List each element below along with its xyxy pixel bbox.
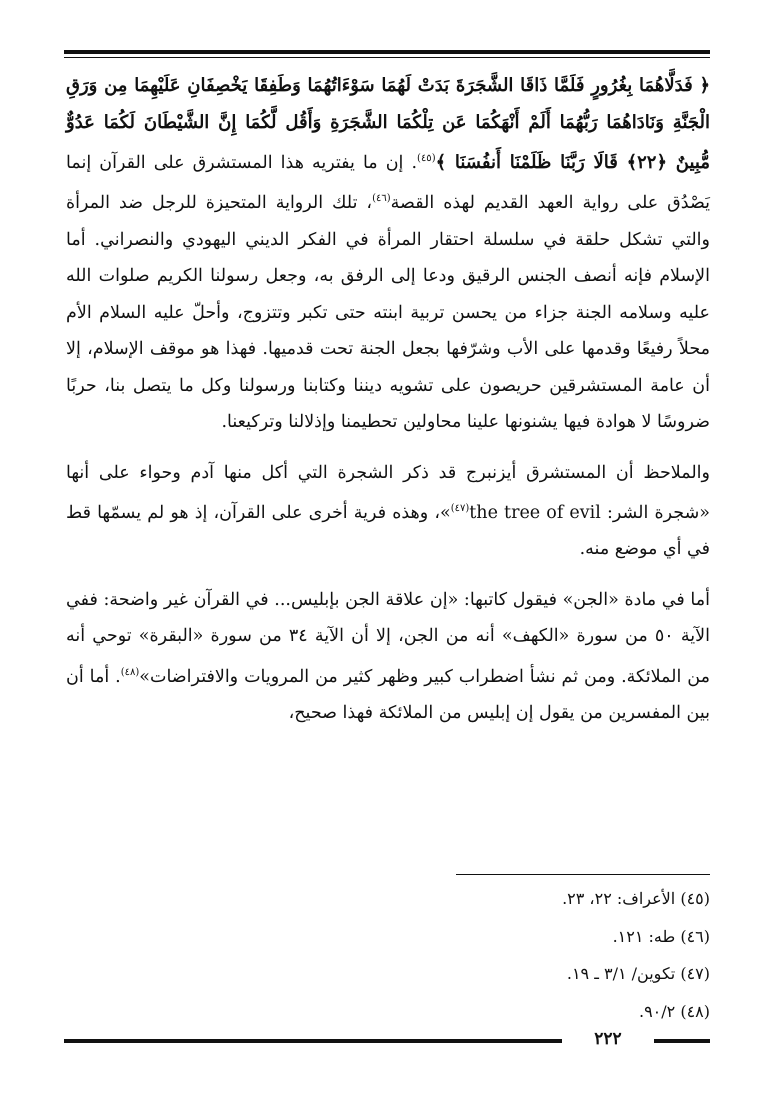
latin-phrase: the tree of evil: [469, 502, 601, 523]
paragraph-1: [66, 68, 710, 441]
paragraph-2-text-a: والملاحظ أن المستشرق أيزنبرج قد ذكر الشجرة التي أكل منها آدم وحواء على أنها «شجرة الشر:: [66, 462, 710, 523]
paragraph-2-text-b: »، وهذه فرية أخرى على القرآن، إذ هو لم يسمّها قط في أي موضع منه.: [66, 502, 710, 560]
footer-rule-left: [64, 1039, 562, 1043]
paragraph-1-text-b: ، تلك الرواية المتحيزة للرجل ضد المرأة والتي تشكل حلقة في سلسلة احتقار المرأة في الفكر الديني اليهودي والنصراني. أما الإسلام فإنه أنصف الجنس الرقيق ودعا إلى الرفق به، وجعل رسولنا الكريم صلوات الله عليه وسلامه الجنة جزاء من يحسن تربية ابنته حتى تكبر وتتزوج، وأحلّ عليه السلام الأم محلاً رفيعًا وقدمها على الأب وشرّفها بجعل الجنة تحت قدميها. فهذا هو موقف الإسلام، إلا أن عامة المستشرقين حريصون على تشويه ديننا وكتابنا ورسولنا وكل ما يتصل بنا، حربًا ضروسًا لا هوادة فيها يشنونها علينا محاولين تحطيمنا وإذلالنا وتركيعنا.: [66, 193, 710, 433]
top-rule-thin: [64, 57, 710, 58]
footnote-48: (٤٨) ٩٠/٢.: [638, 1001, 710, 1021]
footnote-47: (٤٧) تكوين/ ٣/١ ـ ١٩.: [566, 964, 710, 983]
footer-rule-right: [654, 1039, 710, 1043]
paragraph-2: [66, 455, 710, 568]
paragraph-3-text-b: . أما أن بين المفسرين من يقول إن إبليس من الملائكة فهذا صحيح،: [66, 666, 710, 724]
footnote-45: (٤٥) الأعراف: ٢٢، ٢٣.: [562, 889, 710, 908]
footnote-ref-48: (٤٨): [120, 666, 140, 678]
paragraph-3: [66, 582, 710, 732]
footnote-ref-46: (٤٦): [372, 193, 391, 205]
footnote-46: (٤٦) طه: ١٢١.: [612, 926, 710, 946]
top-rule-thick: [64, 50, 710, 54]
paragraph-3-text-a: أما في مادة «الجن» فيقول كاتبها: «إن علاقة الجن بإبليس... في القرآن غير واضحة: ففي الآية ٥٠ من سورة «الكهف» أنه من الجن، إلا أن الآية ٣٤ من سورة «البقرة» توحي أنه من الملائكة. ومن ثم نشأ اضطراب كبير وظهر كثير من المرويات والافتراضات»: [66, 589, 710, 687]
page-number: ٢٢٢: [594, 1029, 622, 1049]
footnote-ref-45: (٤٥): [417, 153, 436, 164]
paragraph-1-text-a: . إن ما يفتريه هذا المستشرق على القرآن إنما يَصْدُق على رواية العهد القديم لهذه القصة: [66, 152, 710, 214]
main-text: [66, 68, 710, 732]
footnote-separator: [456, 874, 710, 875]
footnote-ref-47: (٤٧): [450, 503, 470, 515]
footnotes: [310, 880, 710, 1030]
page-footer: [64, 1030, 710, 1052]
quran-verse: ﴿ فَدَلَّاهُمَا بِغُرُورٍ فَلَمَّا ذَاقَا الشَّجَرَةَ بَدَتْ لَهُمَا سَوْءَاتُهُمَا وَطَفِقَا يَخْصِفَانِ عَلَيْهِمَا مِن وَرَقِ الْجَنَّةِ وَنَادَاهُمَا رَبُّهُمَا أَلَمْ أَنْهَكُمَا عَن تِلْكُمَا الشَّجَرَةِ وَأَقُل لَّكُمَا إِنَّ الشَّيْطَانَ لَكُمَا عَدُوٌّ مُّبِينٌ ﴿٢٢﴾ قَالَا رَبَّنَا ظَلَمْنَا أَنفُسَنَا ﴾: [66, 75, 710, 173]
